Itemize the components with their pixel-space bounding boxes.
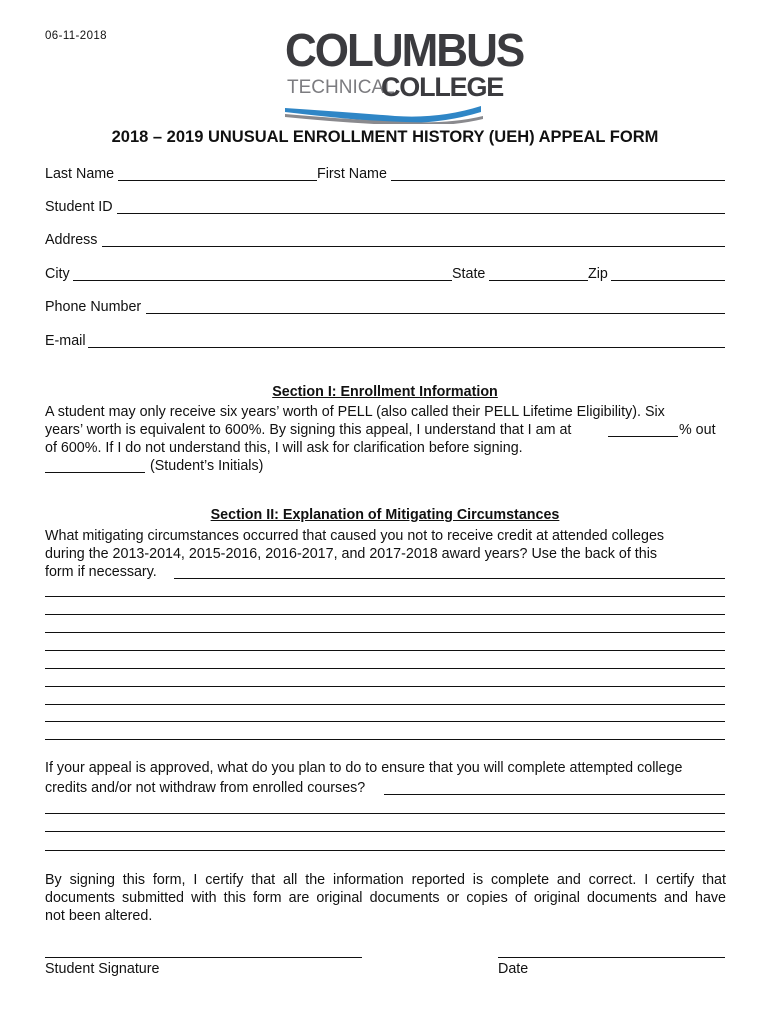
section-2-heading: Section II: Explanation of Mitigating Circumstances (210, 507, 560, 523)
section-1-percent-out: % out (679, 422, 716, 438)
certify-line-2: documents submitted with this form are original documents or copies of original documents and have (45, 890, 726, 906)
explanation-line-6[interactable] (45, 668, 725, 669)
city-label: City (45, 266, 70, 282)
explanation-line-8[interactable] (45, 704, 725, 705)
section-2-line-2: during the 2013-2014, 2015-2016, 2016-2017, and 2017-2018 award years? Use the back of this (45, 546, 658, 562)
signature-date-field[interactable] (498, 957, 725, 958)
logo-columbus: COLUMBUS (285, 24, 524, 77)
explanation-line-2[interactable] (45, 596, 725, 597)
signature-date-label: Date (498, 961, 529, 977)
email-field[interactable] (88, 347, 725, 348)
explanation-line-9[interactable] (45, 721, 725, 722)
email-label: E-mail (45, 333, 86, 349)
state-label: State (452, 266, 486, 282)
explanation-line-3[interactable] (45, 614, 725, 615)
student-id-field[interactable] (117, 213, 725, 214)
city-field[interactable] (73, 280, 452, 281)
section-1-heading: Section I: Enrollment Information (272, 384, 498, 400)
logo-technical: TECHNICAL (287, 77, 395, 98)
address-field[interactable] (102, 246, 725, 247)
section-2-line-1: What mitigating circumstances occurred that caused you not to receive credit at attended colleges (45, 528, 665, 544)
college-logo (285, 24, 524, 126)
explanation-line-7[interactable] (45, 686, 725, 687)
plan-line-1: If your appeal is approved, what do you plan to do to ensure that you will complete attempted college (45, 760, 683, 776)
section-1-line-3: of 600%. If I do not understand this, I will ask for clarification before signing. (45, 440, 523, 456)
plan-answer-line-1[interactable] (384, 794, 725, 795)
explanation-line-5[interactable] (45, 650, 725, 651)
explanation-line-10[interactable] (45, 739, 725, 740)
student-signature-label: Student Signature (45, 961, 160, 977)
first-name-label: First Name (317, 166, 387, 182)
form-title: 2018 – 2019 UNUSUAL ENROLLMENT HISTORY (UEH) APPEAL FORM (111, 128, 659, 146)
phone-field[interactable] (146, 313, 725, 314)
certify-line-1: By signing this form, I certify that all the information reported is complete and correct. I certify that (45, 872, 726, 888)
initials-field[interactable] (45, 472, 145, 473)
plan-answer-line-4[interactable] (45, 850, 725, 851)
phone-label: Phone Number (45, 299, 142, 315)
initials-label: (Student’s Initials) (150, 458, 264, 474)
logo-college: COLLEGE (381, 72, 504, 102)
plan-answer-line-2[interactable] (45, 813, 725, 814)
form-date: 06-11-2018 (45, 30, 107, 42)
logo-swoosh-icon (285, 94, 485, 124)
section-1-line-2: years’ worth is equivalent to 600%. By signing this appeal, I understand that I am at (45, 422, 572, 438)
explanation-line-1[interactable] (174, 578, 725, 579)
student-signature-field[interactable] (45, 957, 362, 958)
last-name-field[interactable] (118, 180, 317, 181)
pell-percent-field[interactable] (608, 436, 678, 437)
plan-answer-line-3[interactable] (45, 831, 725, 832)
student-id-label: Student ID (45, 199, 113, 215)
first-name-field[interactable] (391, 180, 725, 181)
certify-line-3: not been altered. (45, 908, 153, 924)
section-1-line-1: A student may only receive six years’ worth of PELL (also called their PELL Lifetime Eligibility). Six (45, 404, 665, 420)
zip-label: Zip (588, 266, 608, 282)
address-label: Address (45, 232, 98, 248)
explanation-line-4[interactable] (45, 632, 725, 633)
section-2-line-3: form if necessary. (45, 564, 157, 580)
last-name-label: Last Name (45, 166, 115, 182)
plan-line-2: credits and/or not withdraw from enrolled courses? (45, 780, 366, 796)
state-field[interactable] (489, 280, 588, 281)
zip-field[interactable] (611, 280, 725, 281)
